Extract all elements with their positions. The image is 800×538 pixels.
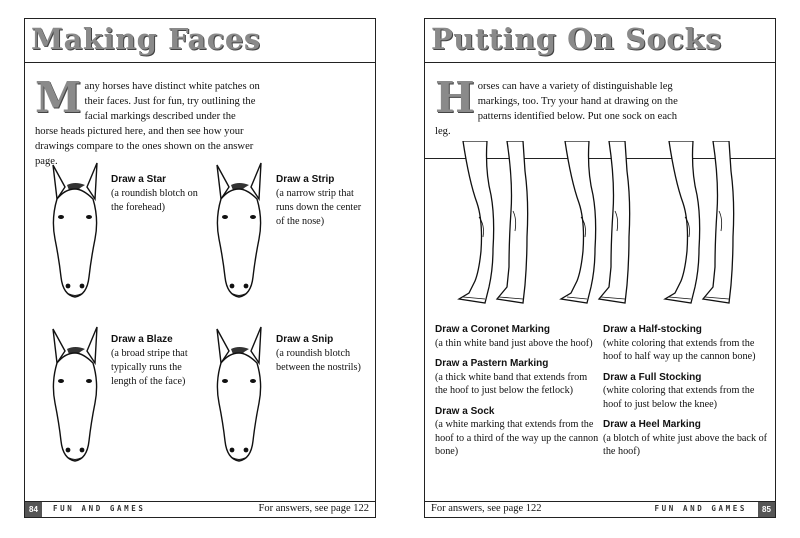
marking-title: Draw a Heel Marking [603, 419, 701, 430]
section-name: FUN AND GAMES [53, 504, 146, 513]
left-page [24, 18, 376, 518]
right-footer [425, 501, 775, 517]
drop-cap: H [435, 73, 475, 122]
intro-text: any horses have distinct white patches on their faces. Just for fun, try outlining the facial markings described under the horse heads pictured here, and then see how your drawings compare to the ones shown on the answer page. [35, 81, 260, 167]
marking-title: Draw a Coronet Marking [435, 324, 551, 335]
leg-marking-pastern [435, 357, 601, 398]
marking-title: Draw a Snip [276, 334, 334, 345]
page-number: 84 [25, 502, 42, 517]
drop-cap: M [35, 73, 82, 122]
marking-desc: (white coloring that extends from the hoof to just below the knee) [603, 385, 755, 410]
marking-title: Draw a Strip [276, 174, 335, 185]
horse-head-icon [47, 159, 103, 301]
intro-text: orses can have a variety of distinguishable leg markings, too. Try your hand at drawing on the patterns identified below. Put one sock on each leg. [435, 81, 678, 137]
page-number: 85 [758, 502, 775, 517]
answers-note: For answers, see page 122 [258, 503, 369, 514]
marking-desc: (a roundish blotch on the forehead) [111, 188, 198, 213]
face-marking-blaze [111, 333, 207, 389]
marking-desc: (a blotch of white just above the back of the hoof) [603, 432, 768, 457]
horse-head-icon [47, 323, 103, 465]
page-title: Putting On Socks [431, 22, 722, 56]
marking-title: Draw a Sock [435, 405, 495, 417]
sock-column-1 [435, 323, 601, 466]
marking-desc: (a thick white band that extends from the hoof to just below the fetlock) [435, 371, 588, 396]
left-title-bar [25, 19, 375, 63]
marking-desc: (a broad stripe that typically runs the length of the face) [111, 348, 188, 387]
marking-title: Draw a Half-stocking [603, 324, 702, 335]
marking-title: Draw a Pastern Marking [435, 358, 549, 369]
intro-paragraph [435, 73, 685, 139]
marking-title: Draw a Full Stocking [603, 371, 702, 383]
marking-desc: (a roundish blotch between the nostrils) [276, 348, 361, 373]
answers-note: For answers, see page 122 [431, 503, 542, 514]
leg-marking-full-stocking [603, 371, 769, 412]
horse-legs-illustration [455, 141, 775, 321]
right-page [424, 18, 776, 518]
marking-desc: (white coloring that extends from the hoof to half way up the cannon bone) [603, 337, 756, 362]
leg-marking-heel [603, 418, 769, 459]
marking-title: Draw a Star [111, 174, 167, 185]
marking-desc: (a narrow strip that runs down the center of the nose) [276, 188, 362, 227]
horse-head-icon [211, 323, 267, 465]
leg-marking-coronet [435, 323, 601, 350]
face-marking-snip [276, 333, 372, 375]
leg-marking-sock [435, 405, 601, 459]
right-title-bar [425, 19, 775, 63]
section-name: FUN AND GAMES [654, 504, 747, 513]
horse-head-icon [211, 159, 267, 301]
page-title: Making Faces [31, 22, 261, 56]
intro-paragraph [35, 73, 261, 169]
marking-title: Draw a Blaze [111, 334, 173, 345]
face-marking-star [111, 173, 207, 215]
leg-marking-half-stocking [603, 323, 769, 364]
marking-desc: (a thin white band just above the hoof) [435, 337, 593, 349]
left-footer [25, 501, 375, 517]
sock-column-2 [603, 323, 769, 466]
marking-desc: (a white marking that extends from the hoof to a third of the way up the cannon bone) [435, 419, 599, 457]
face-marking-strip [276, 173, 372, 229]
